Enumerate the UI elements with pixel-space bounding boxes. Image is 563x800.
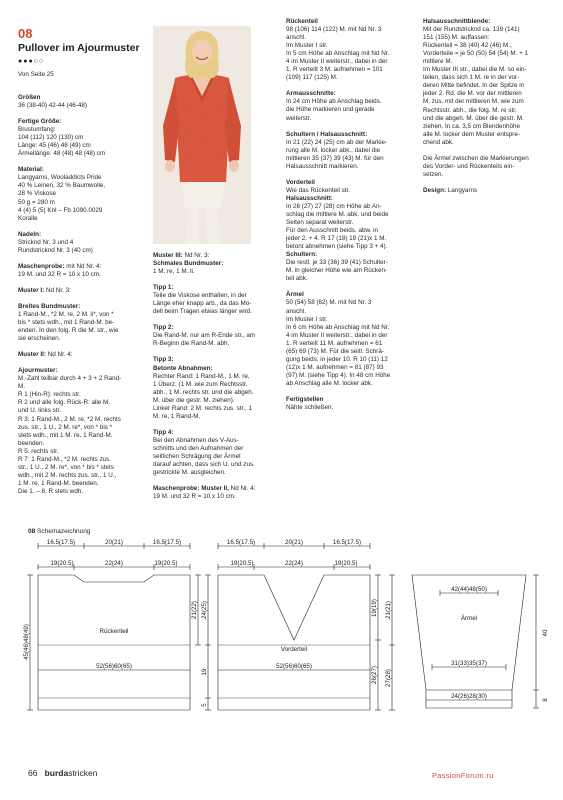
schema-title: 08 Schemazeichnung [28, 528, 91, 535]
front-top-right-dim: 16.5(17.5) [332, 539, 362, 546]
section-body: Langyarns, Wooladdicts Pride 40 % Leinen, 32 % Baumwolle, 28 % Viskose 50 g = 280 m 4 (4) 5 (5) Knl – Fb 1090.0029 Koralle [18, 174, 106, 222]
back-width-dim: 52(56)60(65) [96, 663, 132, 670]
page-number: 66 [28, 768, 38, 778]
column-patterns [153, 252, 273, 509]
section-body: Nd Nr. 3: [182, 252, 210, 259]
section-heading: Maschenprobe: Muster II, [153, 485, 229, 493]
sleeve-top-dim: 42(44)48(50) [451, 586, 487, 593]
section-body: 1 Rand-M., *2 M. re, 2 M. li*, von * bis * stets wdh., mit 1 Rand-M. be- enden. In den folg. R die M. str., wie sie erscheinen. [18, 310, 119, 343]
section-body: 36 (38-40) 42-44 (46-48) [18, 102, 87, 110]
back-top2-right-dim: 19(20.5) [154, 560, 178, 567]
text-block [18, 231, 146, 255]
text-block [153, 429, 273, 477]
section-body: mit Nd Nr. 4: 19 M. und 32 R = 10 x 10 cm. [18, 262, 102, 278]
section-heading: Betonte Abnahmen: [153, 364, 213, 372]
back-left-dim: 45(46)48(49) [23, 624, 30, 660]
text-block [423, 187, 553, 195]
section-body: Nd Nr. 4: [46, 351, 73, 359]
source-note: Von Seite 25 [18, 71, 54, 78]
section-heading: Nadeln: [18, 230, 42, 238]
section-body: Bei den Abnahmen des V-Aus- schnitts und den Aufnahmen der seitlichen Schrägung der Ärmel darauf achten, dass sich U. und zus. gestrickte M. ausgleichen. [153, 436, 255, 477]
section-heading: Tipp 3: [153, 356, 174, 364]
section-heading: Rückenteil [286, 18, 318, 25]
front-right-dim-d: 27(28) [385, 669, 392, 687]
section-heading: Ärmel [286, 291, 304, 299]
column-instructions [286, 18, 414, 420]
front-right-dim-a: 19(19) [371, 599, 378, 617]
sleeve-right-dim-a: 40 [542, 629, 549, 637]
section-heading: Schultern / Halsausschnitt: [286, 130, 368, 138]
text-block [18, 287, 146, 295]
section-body: Mit der Rundstricknd ca. 139 (141) 151 (155) M. auffassen: Rückenteil = 38 (40) 42 (46) M., Vorderteile = je 50 (50) 54 (54) M. + 1 mittlere M. Im Muster III str., dabei die M. so ein- teilen, dass sich 1 M. re in der vor- deren Mitte befindet. In der Spitze in jeder 2. Rd. die M. vor der mittleren M. zus. mit der mittleren M. wie zum Rechtsstr. abh., die folg. M. re str. und die abgeh. M. über die gestr. M. ziehen. In ca. 3,5 cm Blendenhöhe alle M. locker dem Muster entspre- chend abk. [423, 26, 529, 146]
back-right-dim-b: 24(25) [201, 601, 208, 619]
text-block [153, 356, 273, 364]
back-right-dim-d: 5 [201, 703, 208, 707]
text-block [286, 195, 414, 251]
section-heading: Tipp 2: [153, 324, 174, 332]
text-block [18, 263, 146, 279]
text-block [18, 118, 146, 158]
column-finishing [423, 18, 553, 203]
section-heading: Tipp 1: [153, 284, 174, 292]
section-heading: Schmales Bundmuster: [153, 260, 224, 268]
text-block [153, 284, 273, 316]
section-heading: Fertige Größe: [18, 118, 62, 126]
sleeve-right-dim-b: 8 [542, 698, 549, 702]
section-body: In 26 (27) 27 (28) cm Höhe ab An- schlag die mittlere M. abk. und beide Seiten separat weiterstr. Für den Ausschnitt beids. abw. in jeder 2. + 4. R 17 (18) 19 (21)x 1 M. betont abnehmen (siehe Tipp 3 + 4). [286, 202, 389, 251]
section-body: 50 (54) 58 (62) M. mit Nd Nr. 3 anschl. Im Muster I str. In 6 cm Höhe ab Anschlag mit Nd Nr. 4 im Muster II weiterstr., dabei in der 1. R verteilt 11 M. aufnehmen = 61 (65) 69 (73) M. Für die seitl. Schrä- gung beids. in jeder 10. R 10 (11) 12 (12)x 1 M. aufnehmen = 81 (87) 93 (97) M. (siehe Tipp 4). In 48 cm Höhe ab Anschlag alle M. locker abk. [286, 299, 391, 387]
brand-name: burda [44, 768, 69, 778]
brand-suffix: stricken [68, 768, 98, 778]
section-heading: Muster II: [18, 351, 46, 359]
section-heading: Halsausschnittblende: [423, 18, 491, 25]
text-block [18, 367, 146, 496]
text-block [18, 351, 146, 359]
section-body: Teile die Viskose enthalten, in der Länge eher knapp arb., da das Mo- dell beim Tragen etwas länger wird. [153, 292, 253, 316]
section-heading: Design: [423, 186, 447, 194]
column-materials [18, 94, 146, 504]
section-heading: Fertigstellen [286, 395, 324, 403]
model-photo [153, 26, 251, 244]
section-body: Langyarns [446, 186, 478, 194]
page-footer [28, 768, 97, 778]
section-body: Nd Nr. 3: [44, 286, 71, 294]
back-right-dim-a: 21(22) [191, 601, 198, 619]
back-top-left-dim: 16.5(17.5) [46, 539, 76, 546]
text-block [18, 166, 146, 222]
section-body: M.-Zahl teilbar durch 4 + 3 + 2 Rand- M. R 1 (Hin-R): rechts str. R 2 und alle folg. Rück-R: alle M. und U. links str. R 3: 1 Rand-M., 2 M. re, *2 M. rechts zus. str., 1 U., 2 M. re*, von * bis * stets wdh., mit 1 M. re, 1 Rand-M. beenden. R 5: rechts str. R 7: 1 Rand-M., *2 M. rechts zus. str., 1 U., 2 M. re*, von * bis * stets wdh., mit 2 M. rechts zus. str., 1 U., 1 M. re, 1 Rand-M. beenden. Die 1. – 8. R stets wdh. [18, 375, 122, 495]
text-block [286, 179, 414, 195]
section-heading: Muster III: [153, 252, 183, 259]
back-top2-left-dim: 19(20.5) [50, 560, 74, 567]
section-heading: Größen [18, 94, 41, 101]
pattern-number: 08 [18, 26, 33, 41]
text-block [286, 18, 414, 82]
section-body: 98 (106) 114 (122) M. mit Nd Nr. 3 anschl. Im Muster I str. In 5 cm Höhe ab Anschlag mit Nd Nr. 4 im Muster II weiterstr., dabei in der 1. R verteilt 3 M. aufnehmen = 101 (109) 117 (125) M. [286, 26, 390, 82]
section-heading: Halsausschnitt: [286, 194, 333, 202]
text-block [286, 291, 414, 388]
front-right-dim-b: 21(21) [385, 601, 392, 619]
text-block [423, 18, 553, 147]
section-body: Wie das Rückenteil str. [286, 186, 351, 194]
text-block [286, 251, 414, 283]
section-body: Die restl. je 33 (36) 39 (41) Schulter- M. in gleicher Höhe wie am Rücken- teil abk. [286, 259, 388, 283]
text-block [286, 90, 414, 122]
text-block [153, 260, 273, 276]
front-top2-left-dim: 19(20.5) [230, 560, 254, 567]
section-body: In 21 (22) 24 (25) cm ab der Markie- rung alle M. locker abk., dabei die mittleren 35 (37) 39 (43) M. für den Halsausschnitt markieren. [286, 138, 388, 170]
section-body: Nähte schließen. [286, 404, 334, 412]
watermark: PassionForum.ru [432, 771, 494, 780]
back-top2-mid-dim: 22(24) [105, 560, 123, 567]
front-top2-mid-dim: 22(24) [285, 560, 303, 567]
sleeve-mid-dim: 31(33)35(37) [451, 660, 487, 667]
section-heading: Ajourmuster: [18, 367, 58, 375]
front-top2-right-dim: 19(20.5) [334, 560, 358, 567]
pattern-title: Pullover im Ajourmuster [18, 42, 140, 54]
section-heading: Maschenprobe: [18, 262, 65, 270]
section-body: Rechter Rand: 1 Rand-M., 1 M. re, 1 Überz. (1 M. wie zum Rechtsstr. abh., 1 M. rechts str. und die abgeh. M. über die gestr. M. ziehen). Linker Rand: 2 M. rechts zus. str., 1 M. re, 1 Rand-M. [153, 372, 254, 420]
back-label: Rückenteil [99, 628, 129, 635]
text-block [286, 396, 414, 412]
section-body: Nd Nr. 4: 19 M. und 32 R = 10 x 10 cm. [153, 485, 256, 501]
text-block [153, 324, 273, 348]
text-block [286, 131, 414, 171]
section-body: 1 M. re, 1 M. li. [153, 268, 195, 276]
section-body: In 24 cm Höhe ab Anschlag beids. die Höhe markieren und gerade weiterstr. [286, 98, 382, 122]
section-body: Stricknd Nr. 3 und 4 Rundstricknd Nr. 3 (40 cm) [18, 238, 93, 254]
schema-diagram [0, 535, 563, 720]
text-block [153, 365, 273, 421]
text-block [18, 94, 146, 110]
sleeve-label: Ärmel [460, 615, 478, 622]
section-body: Die Rand-M. nur am R-Ende str., am R-Beginn die Rand-M. abh. [153, 332, 256, 348]
front-right-dim-c: 26(27) [371, 666, 378, 684]
section-heading: Tipp 4: [153, 428, 174, 436]
text-block [18, 303, 146, 343]
section-heading: Schultern: [286, 251, 318, 259]
section-heading: Breites Bundmuster: [18, 302, 81, 310]
back-top-right-dim: 16.5(17.5) [152, 539, 182, 546]
section-heading: Muster I: [18, 286, 45, 294]
section-heading: Material: [18, 166, 44, 174]
back-top-mid-dim: 20(21) [105, 539, 123, 546]
section-heading: Vorderteil [286, 178, 315, 186]
front-width-dim: 52(56)60(65) [276, 663, 312, 670]
section-body: Brustumfang: 104 (112) 120 (130) cm Länge: 45 (46) 48 (49) cm Ärmellänge: 48 (48) 48 (48) cm [18, 126, 106, 158]
sleeve-bottom-dim: 24(26)28(30) [451, 693, 487, 700]
text-block [153, 485, 273, 501]
front-label: Vorderteil [280, 646, 308, 653]
section-body: Die Ärmel zwischen die Markierungen des Vorder- und Rückenteils ein- setzen. [423, 154, 529, 178]
front-top-left-dim: 16.5(17.5) [226, 539, 256, 546]
section-heading: Armausschnitte: [286, 90, 336, 98]
text-block [153, 252, 273, 260]
back-right-dim-c: 19 [201, 668, 208, 676]
text-block [423, 155, 553, 179]
front-top-mid-dim: 20(21) [285, 539, 303, 546]
difficulty-rating: ●●●○○ [18, 58, 45, 65]
